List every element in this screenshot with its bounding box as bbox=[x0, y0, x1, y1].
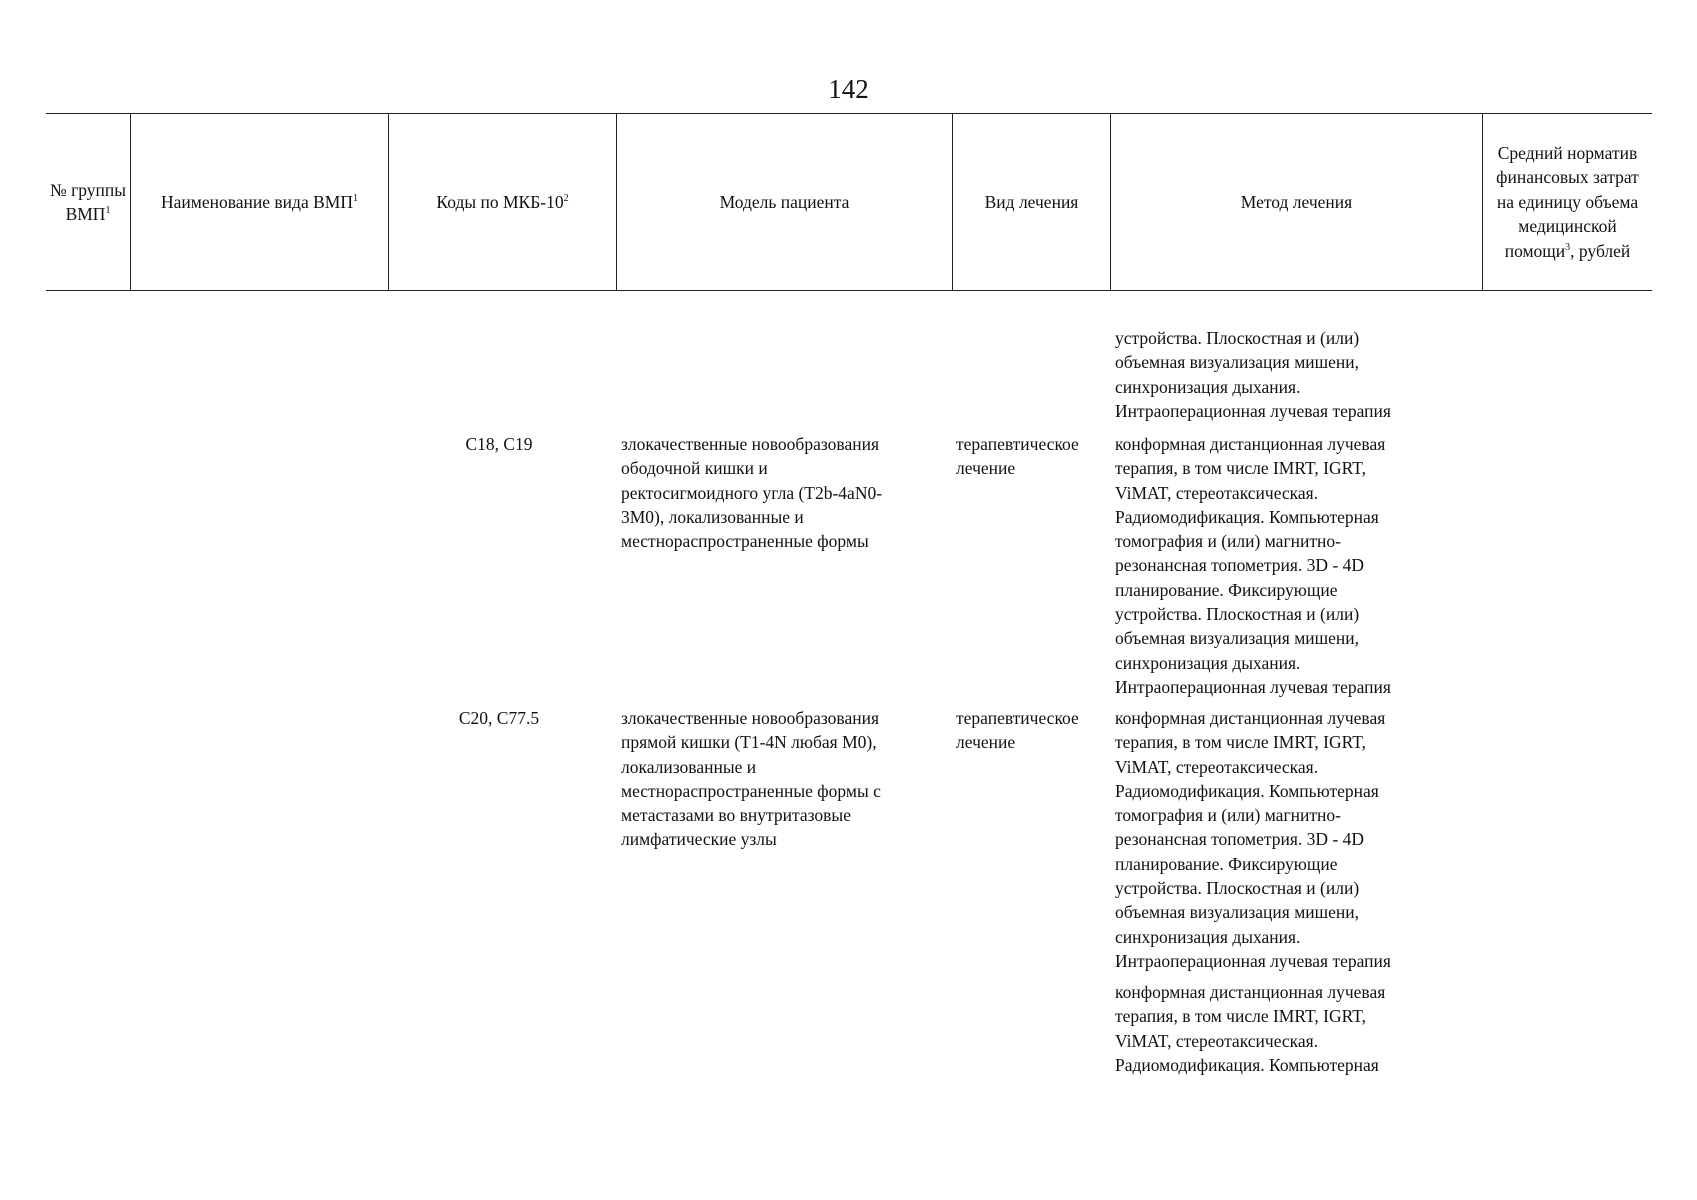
table-cell-method: конформная дистанционная лучевая терапия, в том числе IMRT, IGRT, ViMAT, стереотаксическая. Радиомодификация. Компьютерная томография и (или) магнитно- резонансная топометрия. 3D - 4D планирование. Фиксирующие устройства. Плоскостная и (или) объемная визуализация мишени, синхронизация дыхания. Интраоперационная лучевая терапия bbox=[1115, 708, 1391, 971]
header-treatment-type: Вид лечения bbox=[953, 114, 1111, 290]
header-patient-model: Модель пациента bbox=[617, 114, 953, 290]
footnote-mark: 2 bbox=[563, 192, 569, 204]
table-cell-type: терапевтическое лечение bbox=[956, 434, 1079, 479]
header-vmp-name bbox=[131, 114, 389, 290]
header-group-number bbox=[46, 114, 131, 290]
table-cell-model: злокачественные новообразования прямой кишки (T1-4N любая M0), локализованные и местнораспространенные формы с метастазами во внутритазовые лимфатические узлы bbox=[621, 708, 881, 850]
table-cell-type: терапевтическое лечение bbox=[956, 708, 1079, 753]
header-cost-standard-text: Средний норматив финансовых затрат на единицу объема медицинской помощи bbox=[1496, 142, 1639, 261]
table-cell-method: конформная дистанционная лучевая терапия, в том числе IMRT, IGRT, ViMAT, стереотаксическая. Радиомодификация. Компьютерная bbox=[1115, 982, 1386, 1075]
table-cell-model: злокачественные новообразования ободочной кишки и ректосигмоидного угла (T2b-4aN0- 3M0), локализованные и местнораспространенные формы bbox=[621, 434, 883, 552]
page-number: 142 bbox=[828, 74, 869, 104]
header-icd-codes bbox=[389, 114, 617, 290]
header-icd-codes-text: Коды по МКБ-10 bbox=[436, 191, 564, 212]
table-cell-method: устройства. Плоскостная и (или) объемная визуализация мишени, синхронизация дыхания. Интраоперационная лучевая терапия bbox=[1115, 328, 1391, 421]
table-cell-codes: C18, C19 bbox=[465, 434, 533, 454]
table-cell-method: конформная дистанционная лучевая терапия, в том числе IMRT, IGRT, ViMAT, стереотаксическая. Радиомодификация. Компьютерная томография и (или) магнитно- резонансная топометрия. 3D - 4D планирование. Фиксирующие устройства. Плоскостная и (или) объемная визуализация мишени, синхронизация дыхания. Интраоперационная лучевая терапия bbox=[1115, 434, 1391, 697]
header-vmp-name-text: Наименование вида ВМП bbox=[161, 191, 353, 212]
header-cost-standard bbox=[1483, 114, 1652, 290]
header-treatment-method: Метод лечения bbox=[1111, 114, 1483, 290]
footnote-mark: 3 bbox=[1565, 241, 1571, 253]
header-group-number-text: № группы ВМП bbox=[50, 179, 127, 224]
footnote-mark: 1 bbox=[352, 192, 358, 204]
table-cell-codes: C20, C77.5 bbox=[458, 708, 540, 728]
header-cost-standard-tail: , рублей bbox=[1570, 240, 1631, 261]
footnote-mark: 1 bbox=[105, 205, 111, 217]
table-header bbox=[46, 113, 1652, 291]
